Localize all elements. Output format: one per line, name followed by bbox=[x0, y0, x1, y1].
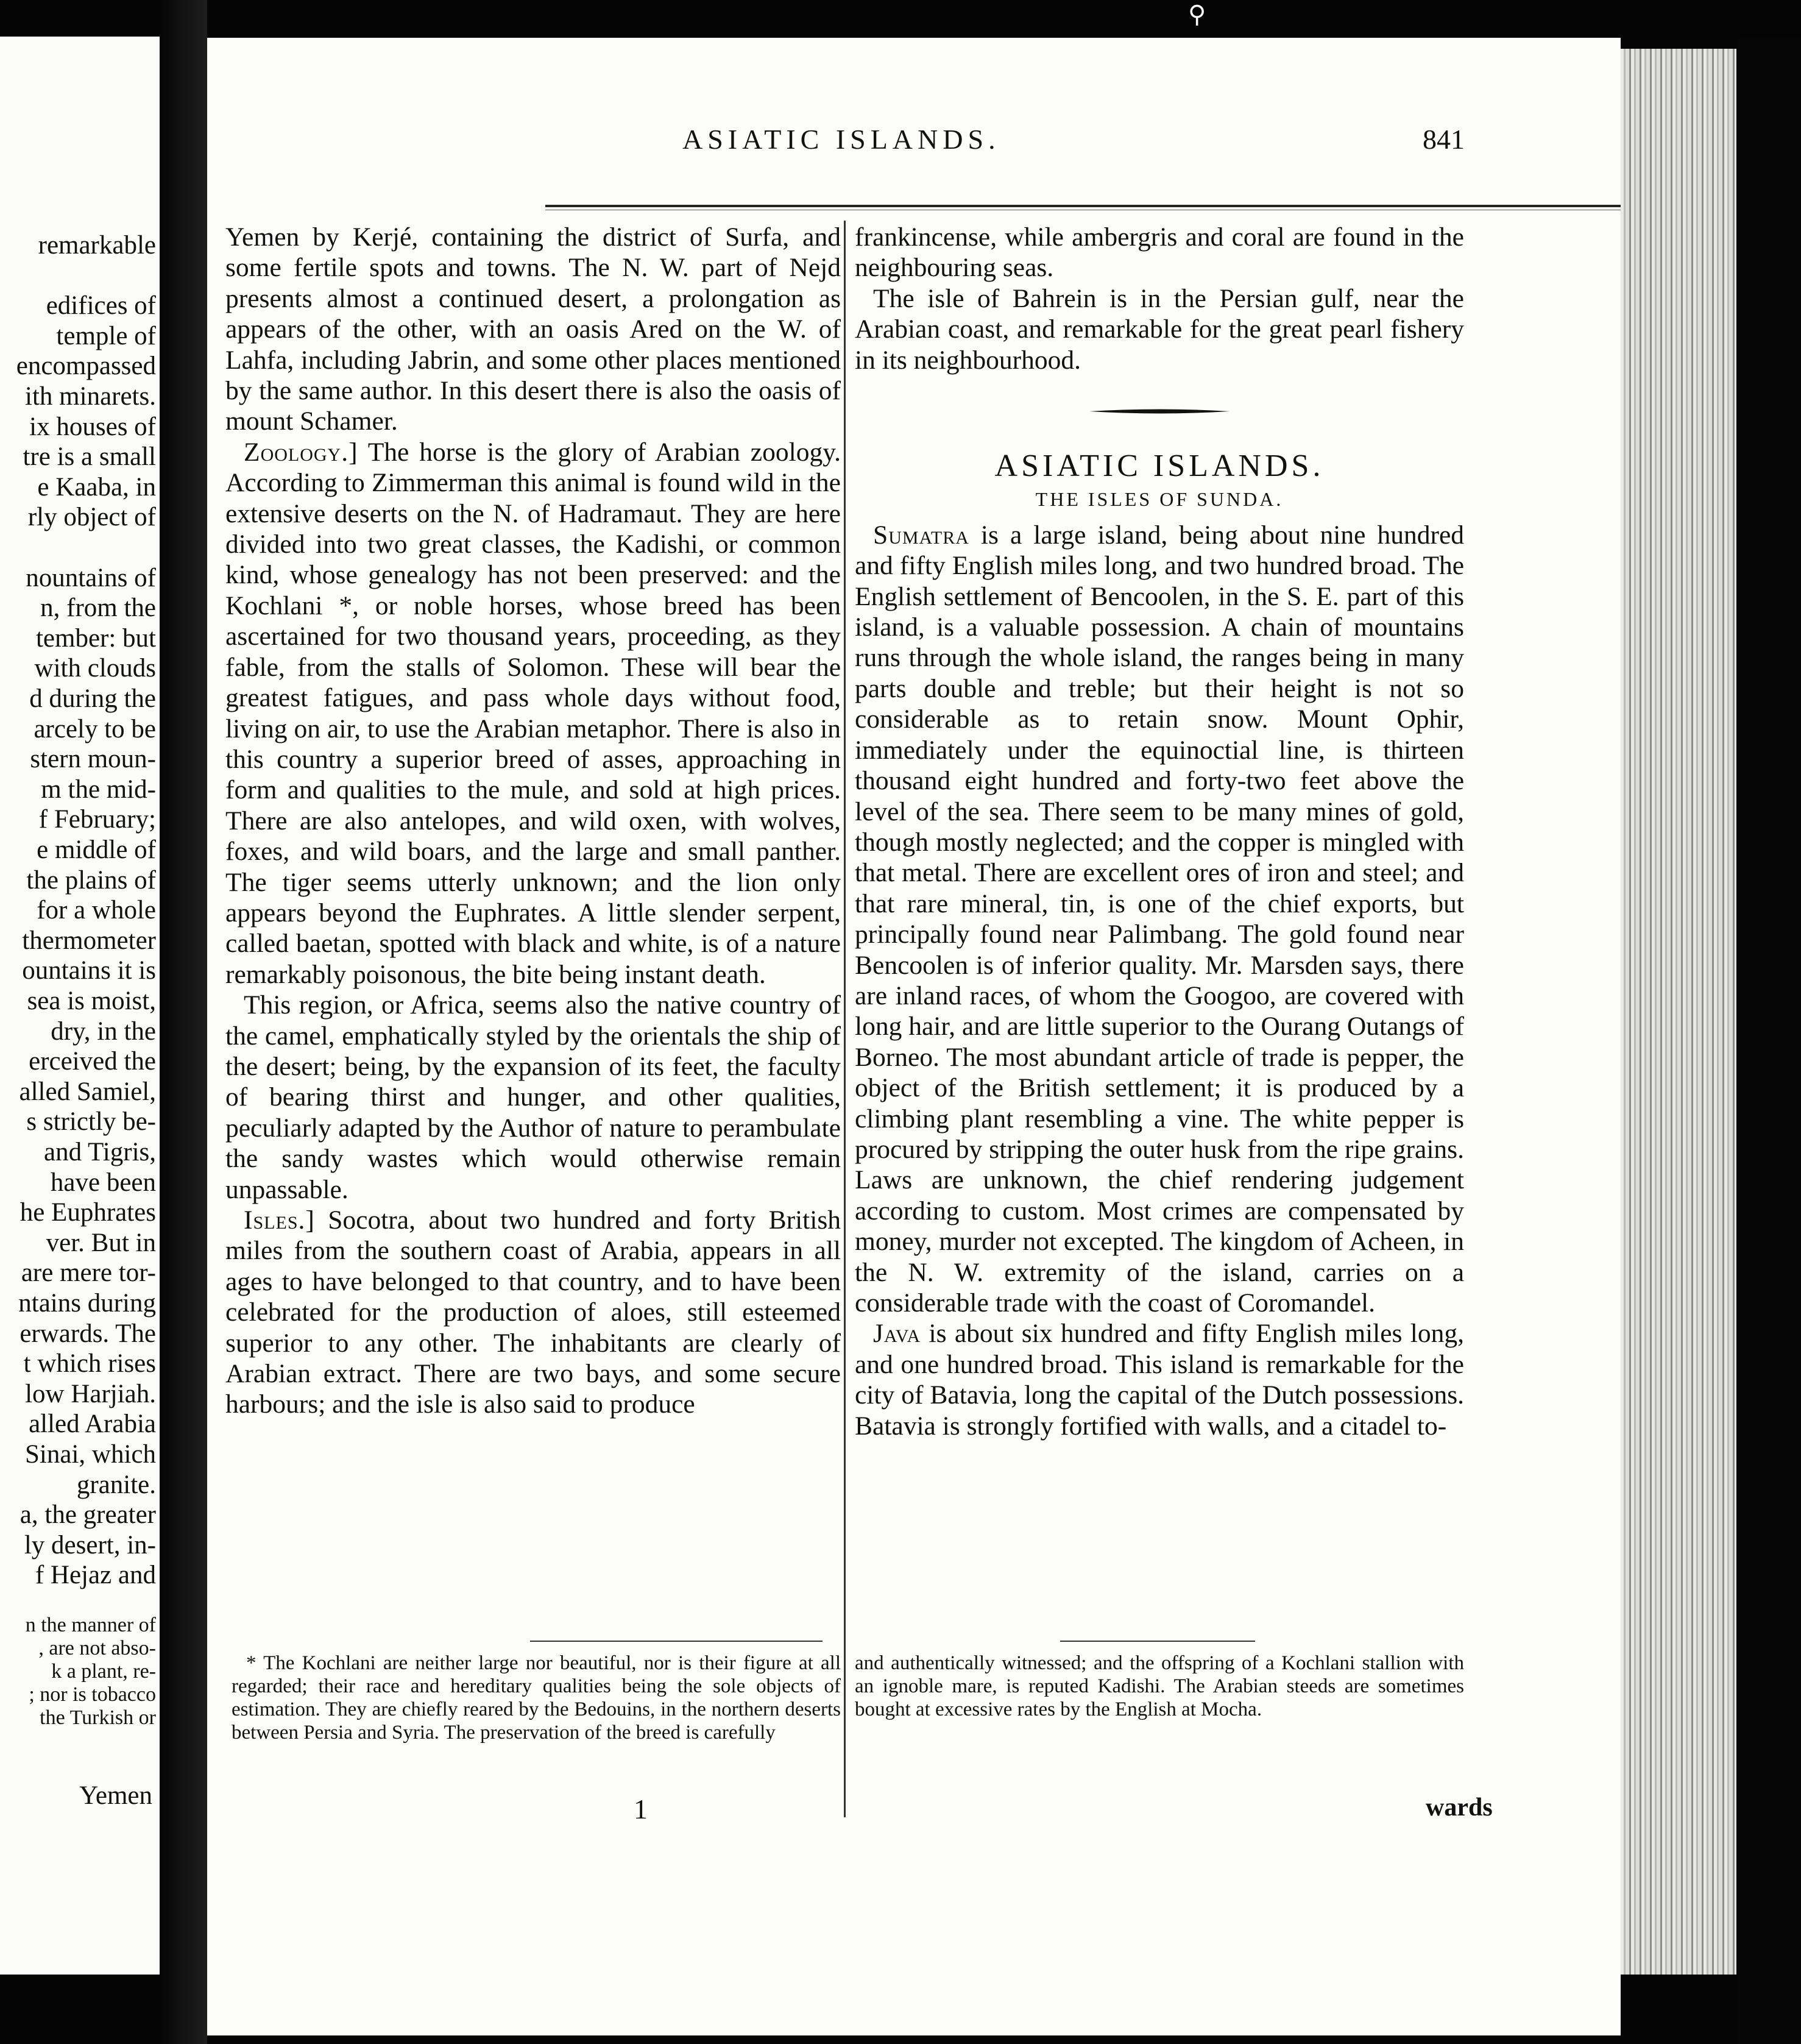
paragraph-bahrein: The isle of Bahrein is in the Persian gulf, near the Arabian coast, and remarkable for the great pearl fishery in its neighbourhood. bbox=[855, 283, 1464, 375]
facing-page-fragment bbox=[0, 37, 160, 1975]
facing-page-line: with clouds bbox=[34, 654, 156, 683]
side-heading-zoology: Zoology.] bbox=[244, 437, 358, 467]
facing-page-line: t which rises bbox=[23, 1349, 156, 1379]
facing-page-line: for a whole bbox=[37, 896, 156, 925]
facing-page-line: f Hejaz and bbox=[35, 1561, 156, 1590]
signature-mark: 1 bbox=[634, 1794, 648, 1825]
header-rule bbox=[545, 205, 1688, 207]
book-gutter bbox=[160, 0, 207, 2044]
lead-word-sumatra: Sumatra bbox=[873, 520, 969, 550]
ink-blot: ⚲ bbox=[1188, 1, 1206, 28]
facing-page-line: alled Samiel, bbox=[19, 1077, 156, 1106]
facing-page-footnote-line: , are not abso- bbox=[38, 1637, 156, 1659]
facing-page-line: sea is moist, bbox=[27, 987, 156, 1015]
facing-page-line: nountains of bbox=[26, 563, 156, 592]
facing-page-line: ver. But in bbox=[46, 1228, 156, 1257]
facing-page-line: ith minarets. bbox=[25, 382, 156, 411]
column-rule bbox=[844, 221, 846, 1817]
section-title: ASIATIC ISLANDS. bbox=[994, 449, 1325, 484]
facing-page-line: dry, in the bbox=[51, 1017, 156, 1046]
zoology-text: The horse is the glory of Arabian zoology. According to Zimmerman this animal is found wild in the extensive deserts on the N. of Hadramaut. They are here divided into two great classes, the Kadishi, or common kind, whose genealogy has not been preserved: and the Kochlani *, or noble horses, whose breed has been ascertained for two thousand years, proceeding, as they fable, from the stalls of Solomon. These will bear the greatest fatigues, and pass whole days without food, living on air, to use the Arabian metaphor. There is also in this country a superior breed of asses, approaching in form and qualities to the mule, and sold at high prices. There are also antelopes, and wild oxen, with wolves, foxes, and wild boars, and the large and small panther. The tiger seems utterly unknown; and the lion only appears beyond the Euphrates. A little slender serpent, called baetan, spotted with black and white, is of a nature remarkably poisonous, the bite being instant death. bbox=[225, 437, 841, 989]
page-edges bbox=[1621, 49, 1736, 1975]
footnote-rule-left bbox=[530, 1641, 823, 1642]
facing-page-line: remarkable bbox=[38, 231, 156, 260]
facing-page-line: m the mid- bbox=[41, 775, 156, 804]
facing-page-line: a, the greater bbox=[19, 1500, 156, 1530]
facing-page-footnote-line: ; nor is tobacco bbox=[29, 1683, 156, 1706]
facing-page-line: rly object of bbox=[27, 503, 156, 532]
catchword: wards bbox=[1426, 1794, 1493, 1822]
section-subtitle: THE ISLES OF SUNDA. bbox=[1035, 488, 1284, 511]
paragraph-java bbox=[855, 1318, 1464, 1441]
facing-page-line: tember: but bbox=[35, 623, 156, 653]
paragraph-sumatra bbox=[855, 520, 1464, 1319]
facing-page-footnote-line: k a plant, re- bbox=[51, 1660, 156, 1683]
footnote-left bbox=[232, 1652, 841, 1744]
facing-page-line: arcely to be bbox=[34, 714, 156, 743]
facing-page-line: thermometer bbox=[22, 926, 156, 955]
facing-page-line: s strictly be- bbox=[26, 1107, 156, 1137]
facing-page-line: Sinai, which bbox=[25, 1440, 156, 1469]
facing-page-line: alled Arabia bbox=[29, 1410, 156, 1439]
paragraph-yemen: Yemen by Kerjé, containing the district of Surfa, and some fertile spots and towns. The N. W. part of Nejd presents almost a continued desert, a prolongation as appears of the other, with an oasis Ared on the W. of Lahfa, including Jabrin, and some other places mentioned by the same author. In this desert there is also the oasis of mount Schamer. bbox=[225, 222, 841, 436]
side-heading-isles: Isles.] bbox=[244, 1205, 315, 1235]
facing-page-line: tre is a small bbox=[23, 442, 156, 472]
facing-page-line: erwards. The bbox=[19, 1319, 156, 1348]
facing-page-line: d during the bbox=[29, 684, 156, 713]
lead-word-java: Java bbox=[873, 1319, 921, 1349]
sumatra-text: is a large island, being about nine hundred and fifty English miles long, and two hundred broad. The English settlement of Bencoolen, in the S. E. part of this island, is a valuable possession. A chain of mountains runs through the whole island, the ranges being in many parts double and treble; but their height is not so considerable as to retain snow. Mount Ophir, immediately under the equinoctial line, is thirteen thousand eight hundred and forty-two feet above the level of the sea. There seem to be many mines of gold, though mostly neglected; and the copper is mingled with that metal. There are excellent ores of iron and steel; and that rare mineral, tin, is one of the chief exports, but principally found near Palimbang. The gold found near Bencoolen is of inferior quality. Mr. Marsden says, there are inland races, of whom the Googoo, are covered with long hair, and are little superior to the Ourang Outangs of Borneo. The most abundant article of trade is pepper, the object of the British settlement; it is produced by a climbing plant resembling a vine. The white pepper is procured by stripping the outer husk from the ripe grains. Laws are unknown, the chief rendering judgement according to custom. Most crimes are compensated by money, murder not excepted. The kingdom of Acheen, in the N. W. extremity of the island, carries on a considerable trade with the coast of Coromandel. bbox=[855, 520, 1465, 1318]
facing-page-footnote-line: n the manner of bbox=[25, 1614, 156, 1636]
section-ornament bbox=[1089, 407, 1230, 416]
footnote-right bbox=[855, 1652, 1464, 1721]
facing-page-line: ountains it is bbox=[22, 956, 156, 985]
facing-page-line: e Kaaba, in bbox=[37, 472, 156, 502]
facing-page-line: the plains of bbox=[26, 865, 156, 895]
footnote-kochlani-continued: and authentically witnessed; and the offspring of a Kochlani stallion with an ignoble mare, is reputed Kadishi. The Arabian steeds are sometimes bought at excessive rates by the English at Mocha. bbox=[855, 1652, 1464, 1720]
facing-page-line: have been bbox=[50, 1168, 156, 1197]
column-right bbox=[855, 222, 1464, 1441]
background-right bbox=[1736, 37, 1801, 2044]
facing-page-line: granite. bbox=[76, 1470, 156, 1499]
facing-page-line: ntains during bbox=[18, 1289, 156, 1318]
page-number: 841 bbox=[1423, 124, 1465, 155]
facing-page-line: stern moun- bbox=[30, 745, 156, 774]
facing-page-line: erceived the bbox=[29, 1047, 156, 1076]
java-text: is about six hundred and fifty English miles long, and one hundred broad. This island is remarkable for the city of Batavia, long the capital of the Dutch possessions. Batavia is strongly fortified with walls, and a citadel to- bbox=[855, 1319, 1465, 1441]
facing-page-line: edifices of bbox=[46, 291, 156, 321]
facing-page-line: ly desert, in- bbox=[24, 1530, 156, 1560]
facing-page-catchword: Yemen bbox=[79, 1781, 152, 1810]
isles-text: Socotra, about two hundred and forty British miles from the southern coast of Arabia, appears in all ages to have belonged to that country, and to have been celebrated for the production of aloes, still esteemed superior to any other. The inhabitants are clearly of Arabian extract. There are two bays, and some secure harbours; and the isle is also said to produce bbox=[225, 1205, 841, 1419]
facing-page-line: he Euphrates bbox=[19, 1198, 156, 1227]
column-left bbox=[225, 222, 841, 1420]
facing-page-line: are mere tor- bbox=[21, 1258, 156, 1288]
facing-page-footnote-line: the Turkish or bbox=[40, 1706, 156, 1729]
facing-page-line: f February; bbox=[38, 805, 156, 834]
facing-page-line: low Harjiah. bbox=[25, 1379, 156, 1408]
page-header bbox=[207, 123, 1621, 160]
page-841 bbox=[207, 38, 1621, 2035]
paragraph-isles bbox=[225, 1205, 841, 1420]
paragraph-camel: This region, or Africa, seems also the native country of the camel, emphatically styled by the orientals the ship of the desert; being, by the expansion of its feet, the faculty of bearing thirst and hunger, and other qualities, peculiarly adapted by the Author of nature to perambulate the sandy wastes which would otherwise remain unpassable. bbox=[225, 990, 841, 1204]
facing-page-line: n, from the bbox=[40, 594, 156, 623]
paragraph-zoology bbox=[225, 437, 841, 990]
footnote-kochlani: * The Kochlani are neither large nor beautiful, nor is their figure at all regarded; their race and hereditary qualities being the sole objects of estimation. They are chiefly reared by the Bedouins, in the northern deserts between Persia and Syria. The preservation of the breed is carefully bbox=[232, 1652, 841, 1744]
facing-page-line: e middle of bbox=[37, 836, 156, 864]
paragraph-continuation: frankincense, while ambergris and coral are found in the neighbouring seas. bbox=[855, 222, 1464, 283]
running-head: ASIATIC ISLANDS. bbox=[682, 124, 1000, 155]
facing-page-line: encompassed bbox=[16, 352, 156, 381]
facing-page-line: and Tigris, bbox=[43, 1138, 156, 1166]
facing-page-line: ix houses of bbox=[29, 412, 156, 441]
footnote-rule-right bbox=[1060, 1641, 1255, 1642]
facing-page-line: temple of bbox=[56, 321, 156, 350]
